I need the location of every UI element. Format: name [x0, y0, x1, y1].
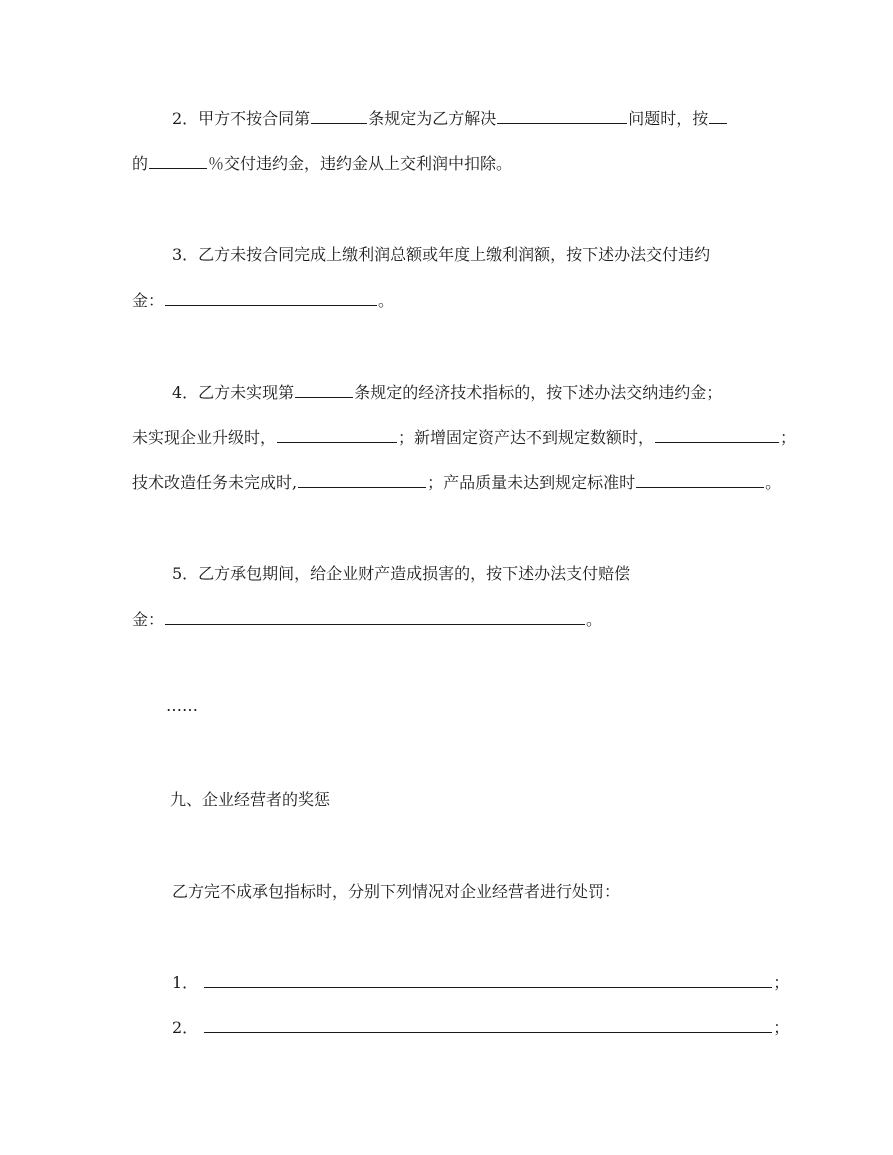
fill-blank[interactable]	[204, 972, 772, 988]
item5-line2	[132, 609, 602, 630]
list-item	[172, 972, 789, 993]
ellipsis-text: ……	[166, 696, 198, 715]
item3-text-c: 。	[378, 291, 395, 310]
item3-line2	[132, 290, 394, 311]
item3-text-b: 金：	[132, 291, 165, 310]
section-intro-text: 乙方完不成承包指标时，分别下列情况对企业经营者进行处罚：	[172, 882, 621, 901]
fill-blank[interactable]	[204, 1017, 772, 1033]
item2-line2	[132, 153, 512, 174]
item4-line3	[132, 472, 781, 493]
item2-text-c: 问题时，按	[628, 109, 709, 128]
item4-line2	[132, 427, 796, 448]
item2-text-d: 的	[132, 154, 149, 173]
fill-blank[interactable]	[709, 108, 727, 124]
item2-text-a: 2．甲方不按合同第	[172, 109, 311, 128]
item4-line1	[172, 382, 722, 403]
fill-blank[interactable]	[298, 472, 426, 488]
fill-blank[interactable]	[497, 108, 627, 124]
item4-text-e: ；	[780, 428, 797, 447]
item5-text-c: 。	[586, 610, 603, 629]
fill-blank[interactable]	[149, 153, 207, 169]
item5-text-b: 金：	[132, 610, 165, 629]
item4-text-h: 。	[765, 473, 782, 492]
list-item	[172, 1017, 789, 1038]
item3-text-a: 3．乙方未按合同完成上缴利润总额或年度上缴利润额，按下述办法交付违约	[172, 245, 711, 264]
fill-blank[interactable]	[655, 427, 779, 443]
list-item-end: ；	[773, 973, 790, 992]
item4-text-f: 技术改造任务未完成时,	[132, 473, 298, 492]
list-item-number: 1．	[172, 973, 199, 992]
fill-blank[interactable]	[165, 609, 585, 625]
item4-text-g: ；产品质量未达到规定标准时	[427, 473, 636, 492]
list-item-number: 2．	[172, 1018, 199, 1037]
fill-blank[interactable]	[277, 427, 397, 443]
item3-line1	[172, 245, 710, 265]
item4-text-b: 条规定的经济技术指标的，按下述办法交纳违约金；	[354, 383, 723, 402]
section-heading-text: 九、企业经营者的奖惩	[170, 790, 331, 809]
item4-text-d: ；新增固定资产达不到规定数额时，	[398, 428, 655, 447]
item5-line1	[172, 564, 630, 584]
item2-text-e: ％交付违约金，违约金从上交利润中扣除。	[208, 154, 513, 173]
fill-blank[interactable]	[311, 108, 367, 124]
section-intro	[172, 882, 620, 902]
list-item-end: ；	[773, 1018, 790, 1037]
ellipsis	[166, 696, 198, 716]
fill-blank[interactable]	[295, 382, 353, 398]
fill-blank[interactable]	[165, 290, 377, 306]
item2-line1	[172, 108, 728, 129]
item4-text-a: 4．乙方未实现第	[172, 383, 295, 402]
fill-blank[interactable]	[636, 472, 764, 488]
item5-text-a: 5．乙方承包期间，给企业财产造成损害的，按下述办法支付赔偿	[172, 564, 631, 583]
item4-text-c: 未实现企业升级时，	[132, 428, 277, 447]
section-heading	[170, 790, 330, 810]
item2-text-b: 条规定为乙方解决	[368, 109, 497, 128]
